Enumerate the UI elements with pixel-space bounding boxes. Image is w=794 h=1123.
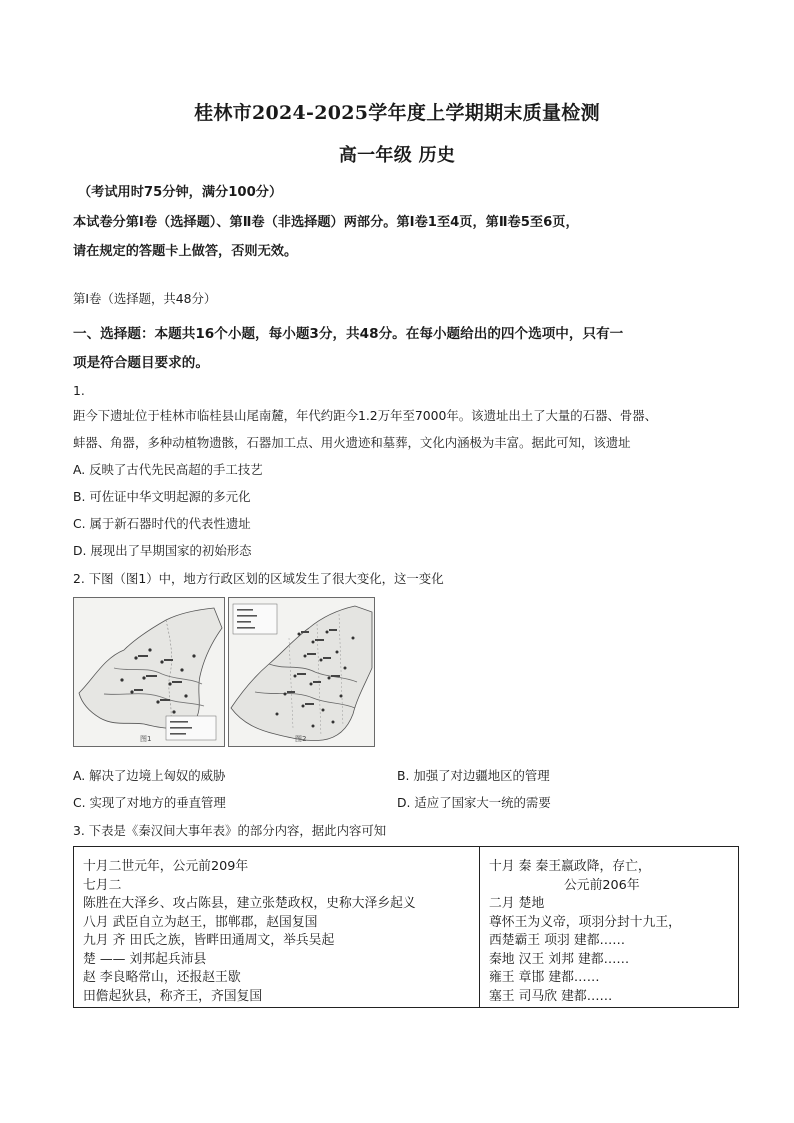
q1-option-c: C. 属于新石器时代的代表性遗址 (73, 516, 251, 531)
q1-stem-line-1: 距今下遗址位于桂林市临桂县山尾南麓，年代约距今1.2万年至7000年。该遗址出土了大量的石器、骨器、 (73, 408, 658, 423)
map-2-drawing (229, 598, 374, 746)
right-cell-line: 雍王 章邯 建都…… (489, 970, 600, 985)
q2-option-d: D. 适应了国家大一统的需要 (397, 795, 551, 810)
right-cell-line: 塞王 司马欣 建都…… (489, 989, 613, 1004)
q1-option-d: D. 展现出了早期国家的初始形态 (73, 543, 252, 558)
q2-option-b: B. 加强了对边疆地区的管理 (397, 768, 550, 783)
left-cell-line: 十月二世元年，公元前209年 (83, 859, 249, 874)
left-cell-line: 田儋起狄县，称齐王，齐国复国 (83, 989, 263, 1004)
q2-option-a: A. 解决了边境上匈奴的威胁 (73, 768, 226, 783)
left-cell-line: 九月 齐 田氏之族，皆畔田通周文，举兵吴起 (83, 933, 335, 948)
section-heading-line-1: 一、选择题：本题共16个小题，每小题3分，共48分。在每小题给出的四个选项中，只有一 (73, 326, 624, 342)
right-cell-line: 二月 楚地 (489, 896, 545, 911)
q1-number: 1. (73, 383, 85, 398)
figure-1-caption: 图1 (140, 735, 152, 743)
right-cell-line: 西楚霸王 项羽 建都…… (489, 933, 626, 948)
time-note: （考试用时75分钟，满分100分） (78, 185, 283, 200)
left-cell-line: 八月 武臣自立为赵王，邯郸郡，赵国复国 (83, 915, 318, 930)
table-divider (479, 847, 480, 1007)
q3-stem: 3. 下表是《秦汉间大事年表》的部分内容，据此内容可知 (73, 823, 387, 838)
map-1-drawing (74, 598, 224, 746)
q2-stem: 2. 下图（图1）中，地方行政区划的区域发生了很大变化，这一变化 (73, 571, 444, 586)
section-heading-line-2: 项是符合题目要求的。 (73, 355, 209, 371)
left-cell-line: 楚 —— 刘邦起兵沛县 (83, 952, 207, 967)
q1-option-b: B. 可佐证中华文明起源的多元化 (73, 489, 251, 504)
right-cell-line: 尊怀王为义帝，项羽分封十九王， (489, 915, 681, 930)
q2-option-c: C. 实现了对地方的垂直管理 (73, 795, 226, 810)
right-cell-line: 秦地 汉王 刘邦 建都…… (489, 952, 630, 967)
exam-title: 桂林市2024-2025学年度上学期期末质量检测 (194, 102, 600, 124)
instructions-line-2: 请在规定的答题卡上做答，否则无效。 (73, 244, 298, 259)
left-cell-line: 赵 李良略常山，还报赵王歇 (83, 970, 241, 985)
left-cell-line: 七月二 (83, 878, 122, 893)
instructions-line-1: 本试卷分第Ⅰ卷（选择题）、第Ⅱ卷（非选择题）两部分。第Ⅰ卷1至4页，第Ⅱ卷5至6页， (73, 215, 579, 230)
left-cell-line: 陈胜在大泽乡、攻占陈县，建立张楚政权，史称大泽乡起义 (83, 896, 416, 911)
map-figure-1 (73, 597, 225, 747)
map-figure-2 (228, 597, 375, 747)
chronology-table (73, 846, 739, 1008)
exam-subtitle: 高一年级 历史 (338, 145, 456, 166)
figure-2-caption: 图2 (295, 735, 307, 743)
section-label: 第Ⅰ卷（选择题，共48分） (73, 291, 217, 306)
right-cell-line: 公元前206年 (564, 878, 640, 893)
right-cell-line: 十月 秦 秦王嬴政降，存亡， (489, 859, 651, 874)
q1-stem-line-2: 蚌器、角器，多种动植物遗骸，石器加工点、用火遗迹和墓葬，文化内涵极为丰富。据此可知，该遗址 (73, 435, 631, 450)
q1-option-a: A. 反映了古代先民高超的手工技艺 (73, 462, 263, 477)
